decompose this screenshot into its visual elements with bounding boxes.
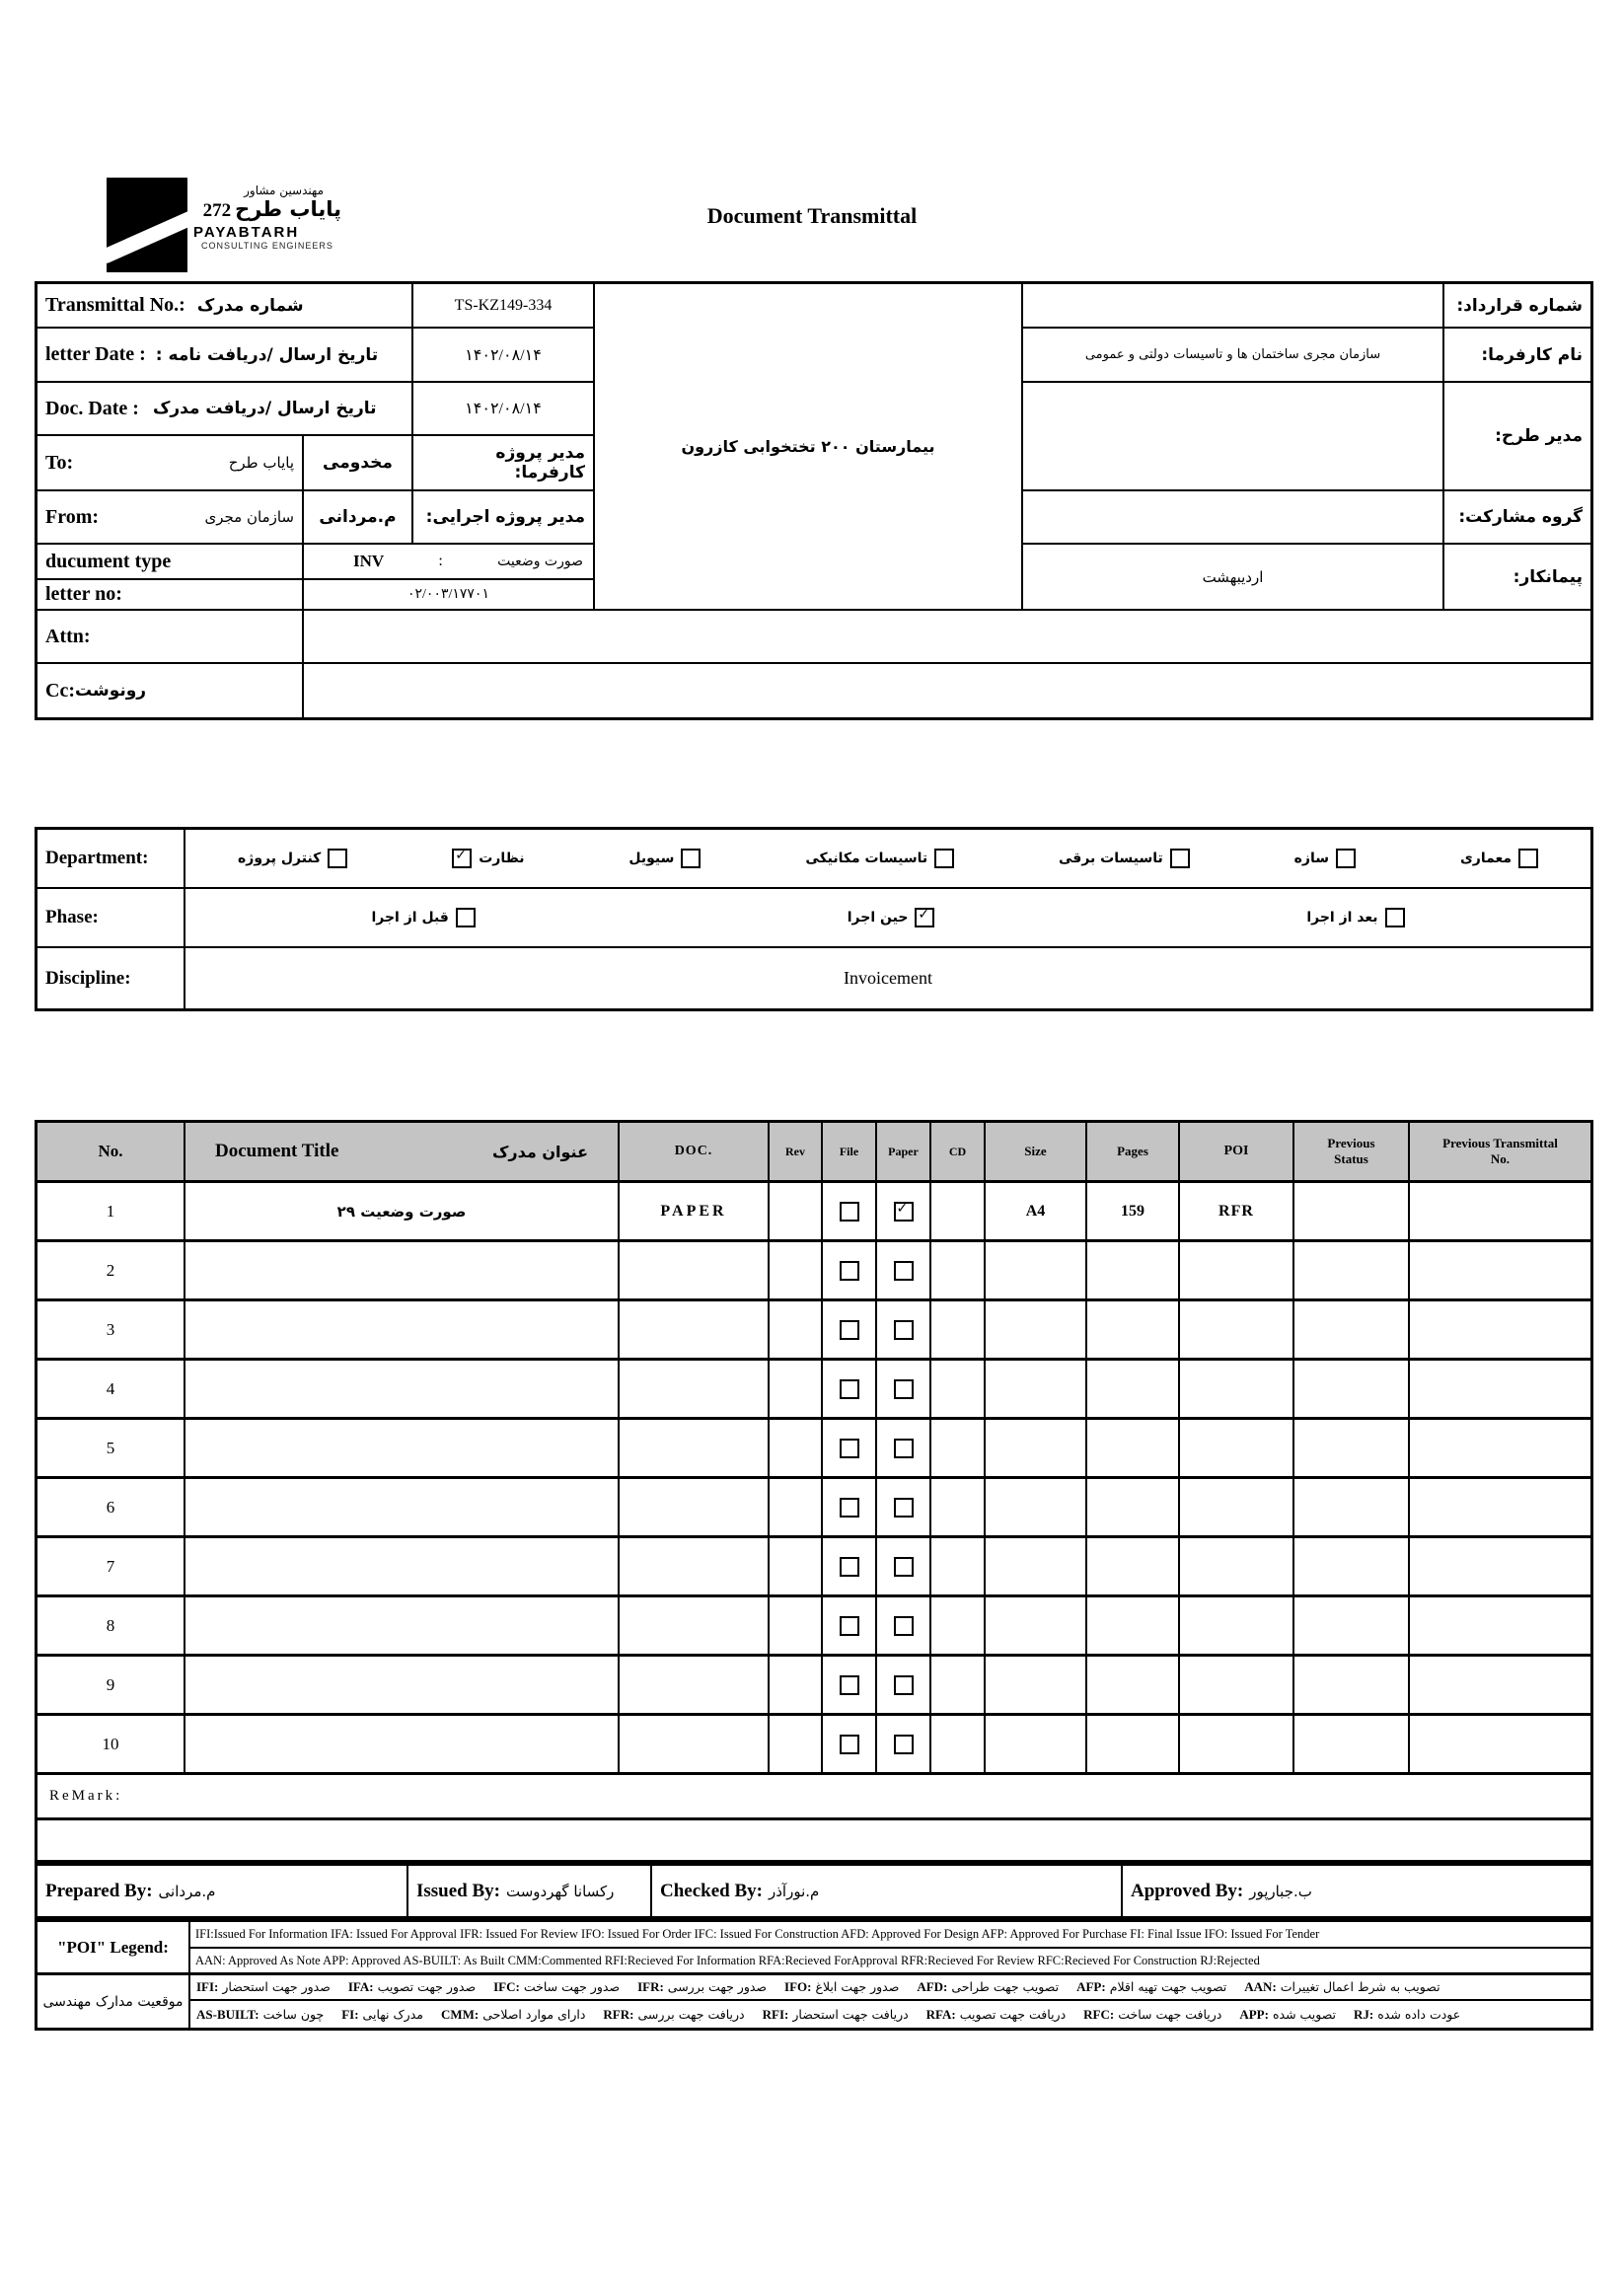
table-row: 2 xyxy=(37,1242,1590,1301)
logo-tagline-fa: مهندسین مشاور xyxy=(244,184,324,197)
transmittal-no-label-en: Transmittal No.: xyxy=(45,294,185,316)
department-options xyxy=(185,830,1590,889)
file-checkbox[interactable] xyxy=(840,1439,859,1458)
department-option: تاسیسات مکانیکی xyxy=(805,849,954,868)
department-label: Department: xyxy=(45,848,149,868)
contractor-value: اردیبهشت xyxy=(1202,567,1264,586)
document-type-label: ducument type xyxy=(45,550,172,572)
letter-date-label-fa: تاریخ ارسال /دریافت نامه : xyxy=(155,344,379,365)
documents-table-header xyxy=(37,1123,1590,1183)
to-name: مخدومی xyxy=(323,453,393,473)
paper-checkbox[interactable] xyxy=(894,1616,914,1636)
phase-option: قبل از اجرا xyxy=(371,908,475,927)
transmittal-no-value: TS-KZ149-334 xyxy=(413,284,595,329)
partnership-group-label: گروه مشارکت: xyxy=(1458,507,1583,527)
paper-checkbox[interactable] xyxy=(894,1261,914,1281)
contract-no-label: شماره قرارداد: xyxy=(1456,295,1583,316)
poi-legend-label: "POI" Legend: xyxy=(57,1937,169,1957)
col-doc: DOC. xyxy=(620,1123,770,1180)
issued-by-value: رکسانا گهردوست xyxy=(506,1882,615,1900)
project-name-cell xyxy=(595,284,1023,611)
document-type-value-fa: صورت وضعیت xyxy=(497,554,583,569)
checked-by-label: Checked By: xyxy=(660,1880,763,1901)
document-type-value-cell xyxy=(304,545,595,580)
department-option: تاسیسات برقی xyxy=(1059,849,1190,868)
signatures-row xyxy=(35,1863,1593,1919)
checkbox-before-execution[interactable] xyxy=(456,908,476,927)
col-size: Size xyxy=(986,1123,1087,1180)
approved-by-value: ب.جبارپور xyxy=(1249,1882,1312,1900)
paper-checkbox[interactable] xyxy=(894,1439,914,1458)
table-row: 9 xyxy=(37,1657,1590,1716)
legend-en-line2: AAN: Approved As Note APP: Approved AS-BUILT: As Built CMM:Commented RFI:Recieved For Information RFA:Recieved ForApproval RFR:Recieved For Review RFC:Recieved For Construction RJ:Rejected xyxy=(190,1949,1590,1975)
checkbox-nezarat[interactable] xyxy=(452,849,472,868)
legend-item: IFC: صدور جهت ساخت xyxy=(493,1979,621,1994)
legend-item: IFI: صدور جهت استحضار xyxy=(196,1979,331,1994)
col-prev-status: Previous Status xyxy=(1294,1123,1410,1180)
client-label-cell xyxy=(1444,329,1590,383)
logo-name-en: PAYABTARH xyxy=(193,224,300,241)
contractor-label-cell xyxy=(1444,545,1590,611)
issued-by-cell xyxy=(408,1866,652,1916)
legend-en-line1: IFI:Issued For Information IFA: Issued For Approval IFR: Issued For Review IFO: Issued For Order IFC: Issued For Construction AFD: Approved For Design AFP: Approved For Purchase FI: Final Issue IFO: Issued For Tender xyxy=(190,1922,1590,1949)
col-file: File xyxy=(823,1123,877,1180)
from-value: سازمان مجری xyxy=(204,508,294,526)
col-cd: CD xyxy=(931,1123,986,1180)
issued-by-label: Issued By: xyxy=(416,1880,500,1901)
file-checkbox[interactable] xyxy=(840,1379,859,1399)
col-title: Document Title عنوان مدرک xyxy=(185,1123,620,1180)
checkbox-after-execution[interactable] xyxy=(1385,908,1405,927)
document-type-code: INV xyxy=(353,552,385,570)
doc-status-label-cell xyxy=(37,1975,190,2028)
cc-label-fa: رونوشت xyxy=(74,681,147,701)
prepared-by-value: م.مردانی xyxy=(158,1882,216,1900)
table-row: 3 xyxy=(37,1301,1590,1361)
cc-label-en: Cc: xyxy=(45,679,75,702)
cc-value xyxy=(304,664,1590,717)
legend-item: IFR: صدور جهت بررسی xyxy=(637,1979,768,1994)
phase-label-cell xyxy=(37,889,185,948)
doc-date-label-fa: تاریخ ارسال /دریافت مدرک xyxy=(152,399,377,418)
phase-label: Phase: xyxy=(45,907,99,927)
contractor-value-cell xyxy=(1023,545,1444,611)
doc-date-value: ۱۴۰۲/۰۸/۱۴ xyxy=(413,383,595,436)
legend-fa-line2 xyxy=(190,2001,1590,2028)
to-role-cell xyxy=(413,436,595,491)
paper-checkbox[interactable] xyxy=(894,1557,914,1577)
logo-name-fa: پایاب طرح xyxy=(235,197,341,221)
remark-label: ReMark: xyxy=(37,1775,1590,1820)
design-manager-label: مدیر طرح: xyxy=(1495,426,1583,446)
logo-number: 272 xyxy=(202,200,232,221)
logo-subtitle-en: CONSULTING ENGINEERS xyxy=(201,241,333,251)
col-prev-transmittal: Previous Transmittal No. xyxy=(1442,1136,1558,1166)
to-role-label: مدیر پروژه کارفرما: xyxy=(495,443,585,482)
transmittal-no-label-fa: شماره مدرک xyxy=(196,295,304,316)
client-value: سازمان مجری ساختمان ها و تاسیسات دولتی و عمومی xyxy=(1084,347,1381,362)
to-name-cell xyxy=(304,436,413,491)
file-checkbox[interactable] xyxy=(840,1557,859,1577)
from-role-cell xyxy=(413,491,595,545)
letter-date-value: ۱۴۰۲/۰۸/۱۴ xyxy=(413,329,595,383)
checkbox-civil[interactable] xyxy=(681,849,701,868)
department-label-cell xyxy=(37,830,185,889)
legend-item: FI: مدرک نهایی xyxy=(341,2006,423,2022)
client-label: نام کارفرما: xyxy=(1481,344,1583,365)
legend-fa-line1 xyxy=(190,1975,1590,2001)
checkbox-sazeh[interactable] xyxy=(1336,849,1356,868)
col-rev: Rev xyxy=(770,1123,823,1180)
table-row: 4 xyxy=(37,1361,1590,1420)
table-row: 8 xyxy=(37,1597,1590,1657)
from-label: From: xyxy=(45,505,100,528)
to-cell xyxy=(37,436,304,491)
contract-no-label-cell xyxy=(1444,284,1590,329)
table-row: 10 xyxy=(37,1716,1590,1775)
design-manager-value xyxy=(1023,383,1444,491)
letter-date-label-en: letter Date : xyxy=(45,343,146,365)
paper-checkbox[interactable] xyxy=(894,1498,914,1518)
document-type-separator: : xyxy=(438,553,443,569)
classification-table xyxy=(35,827,1593,1011)
from-name-cell xyxy=(304,491,413,545)
doc-status-label: موقعیت مدارک مهندسی xyxy=(42,1993,184,2010)
paper-checkbox[interactable] xyxy=(894,1379,914,1399)
legend-item: AS-BUILT: چون ساخت xyxy=(196,2006,325,2022)
approved-by-label: Approved By: xyxy=(1131,1880,1244,1901)
attn-value xyxy=(304,611,1590,664)
from-name: م.مردانی xyxy=(319,507,397,527)
to-label: To: xyxy=(45,451,74,474)
project-name: بیمارستان ۲۰۰ تختخوابی کازرون xyxy=(681,437,935,456)
doc-date-label-cell xyxy=(37,383,413,436)
legend-item: APP: تصویب شده xyxy=(1239,2006,1337,2022)
file-checkbox[interactable] xyxy=(840,1261,859,1281)
department-option: ✓ نظارت xyxy=(452,849,524,868)
legend-item: RFC: دریافت جهت ساخت xyxy=(1083,2006,1222,2022)
checked-by-cell xyxy=(652,1866,1123,1916)
legend-table xyxy=(35,1919,1593,2031)
prepared-by-label: Prepared By: xyxy=(45,1880,153,1901)
poi-legend-label-cell xyxy=(37,1922,190,1975)
department-option: معماری xyxy=(1460,849,1538,868)
cc-label-cell xyxy=(37,664,304,717)
legend-item: CMM: دارای موارد اصلاحی xyxy=(440,2006,586,2022)
legend-item: AFD: تصویب جهت طراحی xyxy=(917,1979,1060,1994)
contractor-label: پیمانکار: xyxy=(1513,566,1583,587)
letter-date-label-cell xyxy=(37,329,413,383)
checkbox-electrical[interactable] xyxy=(1170,849,1190,868)
page-title: Document Transmittal xyxy=(706,203,918,228)
legend-item: RJ: عودت داده شده xyxy=(1354,2006,1461,2022)
phase-option: بعد از اجرا xyxy=(1306,908,1404,927)
table-row: 7 xyxy=(37,1538,1590,1597)
from-role-label: مدیر پروژه اجرایی: xyxy=(425,507,585,527)
paper-checkbox[interactable] xyxy=(894,1320,914,1340)
phase-option: ✓ حین اجرا xyxy=(848,908,935,927)
table-row: 6 xyxy=(37,1479,1590,1538)
legend-item: RFR: دریافت جهت بررسی xyxy=(603,2006,745,2022)
legend-item: RFA: دریافت جهت تصویب xyxy=(925,2006,1067,2022)
discipline-label: Discipline: xyxy=(45,967,131,989)
paper-checkbox[interactable] xyxy=(894,1202,914,1222)
attn-label: Attn: xyxy=(45,625,91,647)
client-value-cell xyxy=(1023,329,1444,383)
info-table xyxy=(35,281,1593,720)
doc-date-label-en: Doc. Date : xyxy=(45,397,139,419)
document-type-label-cell xyxy=(37,545,304,580)
file-checkbox[interactable] xyxy=(840,1202,859,1222)
from-cell xyxy=(37,491,304,545)
department-option: کنترل پروژه xyxy=(238,849,347,868)
discipline-value: Invoicement xyxy=(185,948,1590,1008)
checkbox-project-control[interactable] xyxy=(328,849,347,868)
file-checkbox[interactable] xyxy=(840,1735,859,1754)
partnership-group-value xyxy=(1023,491,1444,545)
legend-item: AAN: تصویب به شرط اعمال تغییرات xyxy=(1244,1979,1440,1994)
transmittal-no-label-cell xyxy=(37,284,413,329)
col-poi: POI xyxy=(1180,1123,1294,1180)
file-checkbox[interactable] xyxy=(840,1616,859,1636)
table-row: 1 صورت وضعیت ۲۹ PAPER ✓ A4 159 RFR xyxy=(37,1183,1590,1242)
department-option: سیویل xyxy=(628,849,701,868)
paper-checkbox[interactable] xyxy=(894,1735,914,1754)
attn-label-cell xyxy=(37,611,304,664)
design-manager-label-cell xyxy=(1444,383,1590,491)
legend-item: IFO: صدور جهت ابلاغ xyxy=(784,1979,900,1994)
legend-item: IFA: صدور جهت تصویب xyxy=(347,1979,477,1994)
checkbox-mechanical[interactable] xyxy=(934,849,954,868)
table-row: 5 xyxy=(37,1420,1590,1479)
file-checkbox[interactable] xyxy=(840,1498,859,1518)
file-checkbox[interactable] xyxy=(840,1320,859,1340)
checkbox-memari[interactable] xyxy=(1518,849,1538,868)
contract-no-value xyxy=(1023,284,1444,329)
documents-table xyxy=(35,1120,1593,1863)
approved-by-cell xyxy=(1123,1866,1590,1916)
legend-item: AFP: تصویب جهت تهیه اقلام xyxy=(1076,1979,1227,1994)
discipline-label-cell xyxy=(37,948,185,1008)
letter-no-label-cell xyxy=(37,580,304,611)
col-paper: Paper xyxy=(877,1123,931,1180)
phase-options xyxy=(185,889,1590,948)
file-checkbox[interactable] xyxy=(840,1675,859,1695)
prepared-by-cell xyxy=(37,1866,408,1916)
checked-by-value: م.نورآذر xyxy=(768,1882,820,1900)
partnership-group-label-cell xyxy=(1444,491,1590,545)
letter-no-value: ۰۲/۰۰۳/۱۷۷۰۱ xyxy=(304,580,595,611)
letter-no-label: letter no: xyxy=(45,583,122,605)
paper-checkbox[interactable] xyxy=(894,1675,914,1695)
to-value: پایاب طرح xyxy=(228,454,294,472)
department-option: سازه xyxy=(1294,849,1356,868)
checkbox-during-execution[interactable] xyxy=(915,908,934,927)
col-no: No. xyxy=(37,1123,185,1180)
col-pages: Pages xyxy=(1087,1123,1180,1180)
legend-item: RFI: دریافت جهت استحضار xyxy=(762,2006,909,2022)
